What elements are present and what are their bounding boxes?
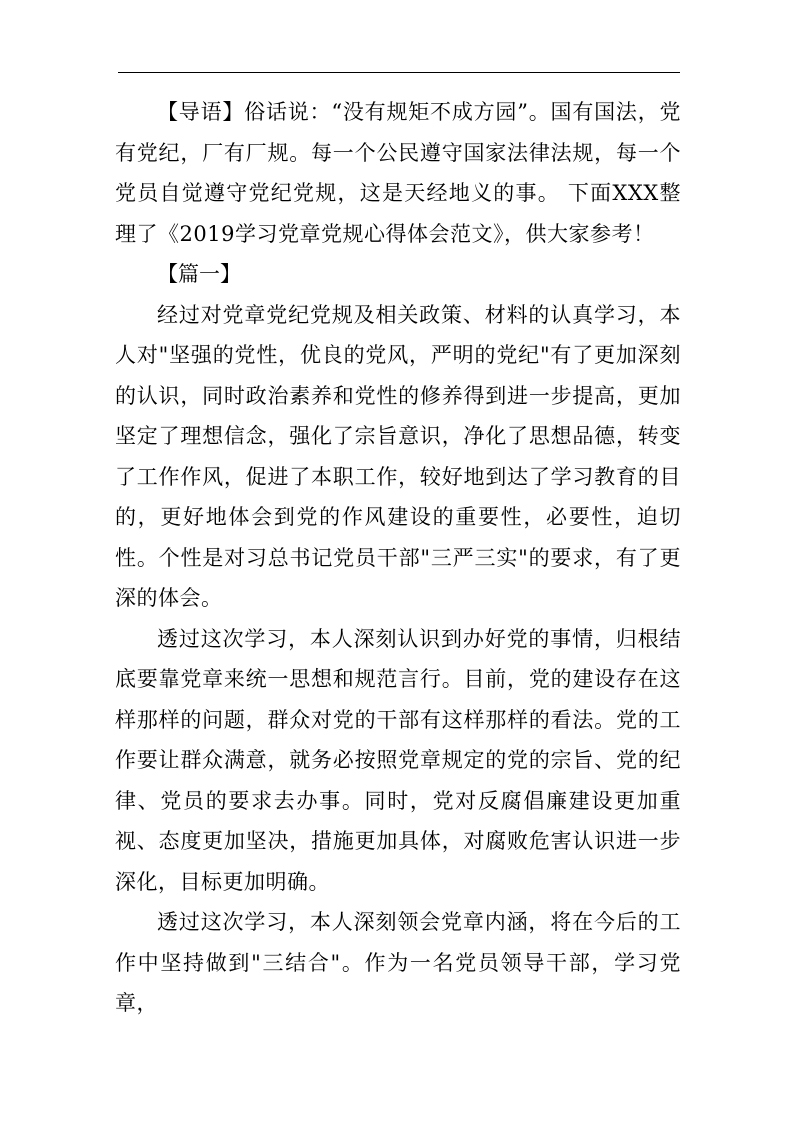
section-heading: 【篇一】 [157, 262, 241, 286]
intro-paragraph: 【导语】俗话说：“没有规矩不成方园”。国有国法，党有党纪，厂有厂规。每一个公民遵守国家法律法规，每一个党员自觉遵守党纪党规，这是天经地义的事。 下面XXX整理了《2019学习党章党规心得体会范文》，供大家参考！ [115, 100, 681, 246]
body-paragraph-2: 透过这次学习，本人深刻认识到办好党的事情，归根结底要靠党章来统一思想和规范言行。目前，党的建设存在这样那样的问题，群众对党的干部有这样那样的看法。党的工作要让群众满意，就务必按照党章规定的党的宗旨、党的纪律、党员的要求去办事。同时，党对反腐倡廉建设更加重视、态度更加坚决，措施更加具体，对腐败危害认识进一步深化，目标更加明确。 [115, 626, 681, 894]
document-body [115, 92, 681, 1024]
body-paragraph-1: 经过对党章党纪党规及相关政策、材料的认真学习，本人对"坚强的党性，优良的党风，严明的党纪"有了更加深刻的认识，同时政治素养和党性的修养得到进一步提高，更加坚定了理想信念，强化了宗旨意识，净化了思想品德，转变了工作作风，促进了本职工作，较好地到达了学习教育的目的，更好地体会到党的作风建设的重要性，必要性，迫切性。个性是对习总书记党员干部"三严三实"的要求，有了更深的体会。 [115, 302, 681, 610]
header-rule [118, 72, 680, 73]
body-paragraph-3: 透过这次学习，本人深刻领会党章内涵，将在今后的工作中坚持做到"三结合"。作为一名党员领导干部，学习党章， [115, 910, 681, 1015]
